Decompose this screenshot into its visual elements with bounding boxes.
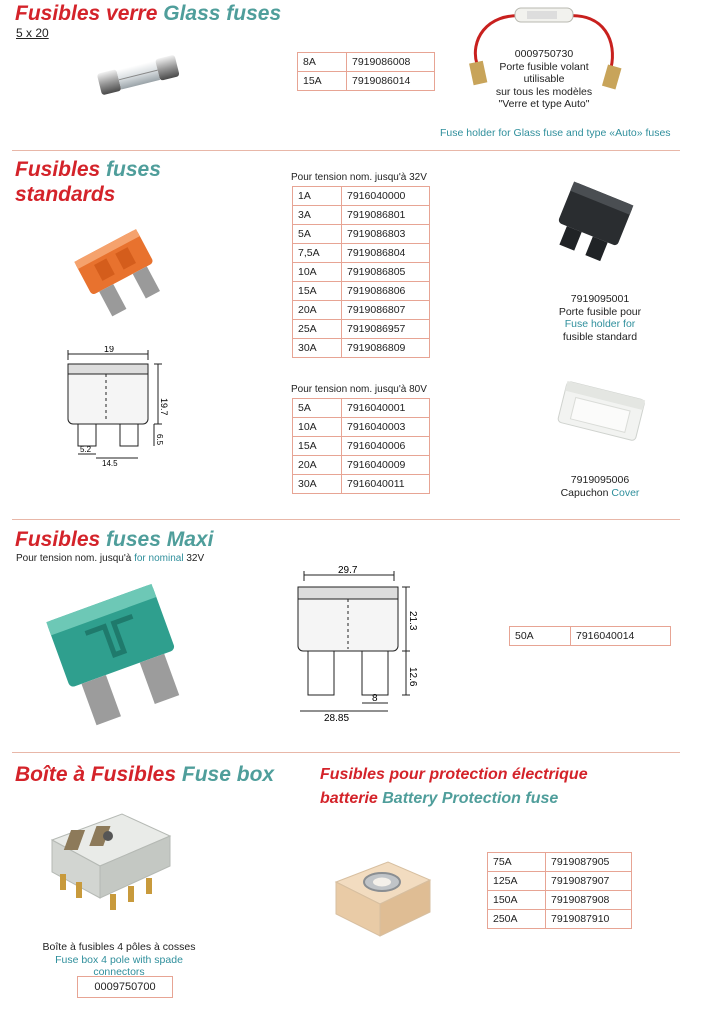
table-row: 20A 7916040009 [293, 456, 430, 475]
table-row: 20A 7919086807 [293, 301, 430, 320]
dim-width: 19 [104, 346, 115, 354]
dim-height: 19.7 [159, 398, 169, 416]
table-row: 10A 7916040003 [293, 418, 430, 437]
maxi-dim-base: 28.85 [324, 713, 350, 723]
table-row: 250A 7919087910 [488, 910, 632, 929]
dim-base: 14.5 [102, 459, 118, 468]
dim-leg: 6.5 [155, 434, 164, 446]
glass-table [297, 52, 435, 91]
table-row: 30A 7919086809 [293, 339, 430, 358]
fuse-holder-info: 0009750730 Porte fusible volant utilisable sur tous les modèles "Verre et type Auto" [495, 48, 593, 110]
fuse-box-image [38, 800, 178, 918]
fuse-holder-en: Fuse holder for Glass fuse and type «Auto» fuses [440, 127, 671, 139]
table-row: 150A 7919087908 [488, 891, 632, 910]
table-row: 75A 7919087905 [488, 853, 632, 872]
maxi-dim-gap: 8 [372, 693, 378, 704]
table-row: 10A 7919086805 [293, 263, 430, 282]
maxi-title: Fusibles fuses Maxi [15, 528, 214, 551]
cover-image [551, 372, 651, 452]
table-row: 30A 7916040011 [293, 475, 430, 494]
table-row: 125A 7919087907 [488, 872, 632, 891]
black-fuse-holder-image [546, 178, 642, 268]
table2-label: Pour tension nom. jusqu'à 80V [291, 384, 427, 395]
dim-gap: 5.2 [80, 445, 92, 454]
maxi-voltage: Pour tension nom. jusqu'à for nominal 32V [16, 553, 205, 564]
maxi-dim-height: 21.3 [407, 611, 418, 631]
maxi-table [509, 626, 671, 646]
table-row: 15A 7916040006 [293, 437, 430, 456]
table-row: 3A 7919086801 [293, 206, 430, 225]
table-row: 5A 7916040001 [293, 399, 430, 418]
table-row: 8A 7919086008 [298, 53, 435, 72]
maxi-dim-width: 29.7 [338, 565, 358, 576]
fusebox-code: 0009750700 [77, 976, 173, 998]
maxi-fuse-drawing [290, 563, 420, 723]
glass-title-fr: Fusibles verre [15, 2, 158, 25]
glass-title [15, 1, 281, 26]
battery-fuse-image [326, 852, 438, 944]
glass-title-en: Glass fuses [163, 2, 282, 25]
battery-table [487, 852, 632, 929]
divider [12, 752, 680, 753]
table-row: 50A 7916040014 [510, 627, 671, 646]
glass-size: 5 x 20 [16, 26, 49, 40]
fusebox-info: Boîte à fusibles 4 pôles à cosses Fuse box 4 pole with spade connectors [42, 941, 196, 978]
fusebox-title: Boîte à Fusibles Fuse box [15, 763, 275, 786]
table1-label: Pour tension nom. jusqu'à 32V [291, 172, 427, 183]
table-row: 15A 7919086014 [298, 72, 435, 91]
maxi-dim-leg: 12.6 [407, 667, 418, 687]
table-row: 7,5A 7919086804 [293, 244, 430, 263]
divider [12, 150, 680, 151]
blade-fuse-image [66, 223, 176, 319]
glass-fuse-image [92, 52, 184, 96]
maxi-fuse-image [38, 580, 194, 730]
divider [12, 519, 680, 520]
standard-table-80v [292, 398, 430, 494]
cover-info: 7919095006 Capuchon Cover [560, 474, 640, 499]
table-row: 1A 7916040000 [293, 187, 430, 206]
table-row: 15A 7919086806 [293, 282, 430, 301]
standard-title: Fusibles fuses standards [15, 158, 161, 206]
battery-title: Fusibles pour protection électrique batterie Battery Protection fuse [320, 766, 588, 807]
standard-table-32v [292, 186, 430, 358]
standard-fuse-drawing [58, 346, 174, 468]
table-row: 5A 7919086803 [293, 225, 430, 244]
black-holder-info: 7919095001 Porte fusible pour Fuse holder for fusible standard [558, 293, 642, 343]
table-row: 25A 7919086957 [293, 320, 430, 339]
